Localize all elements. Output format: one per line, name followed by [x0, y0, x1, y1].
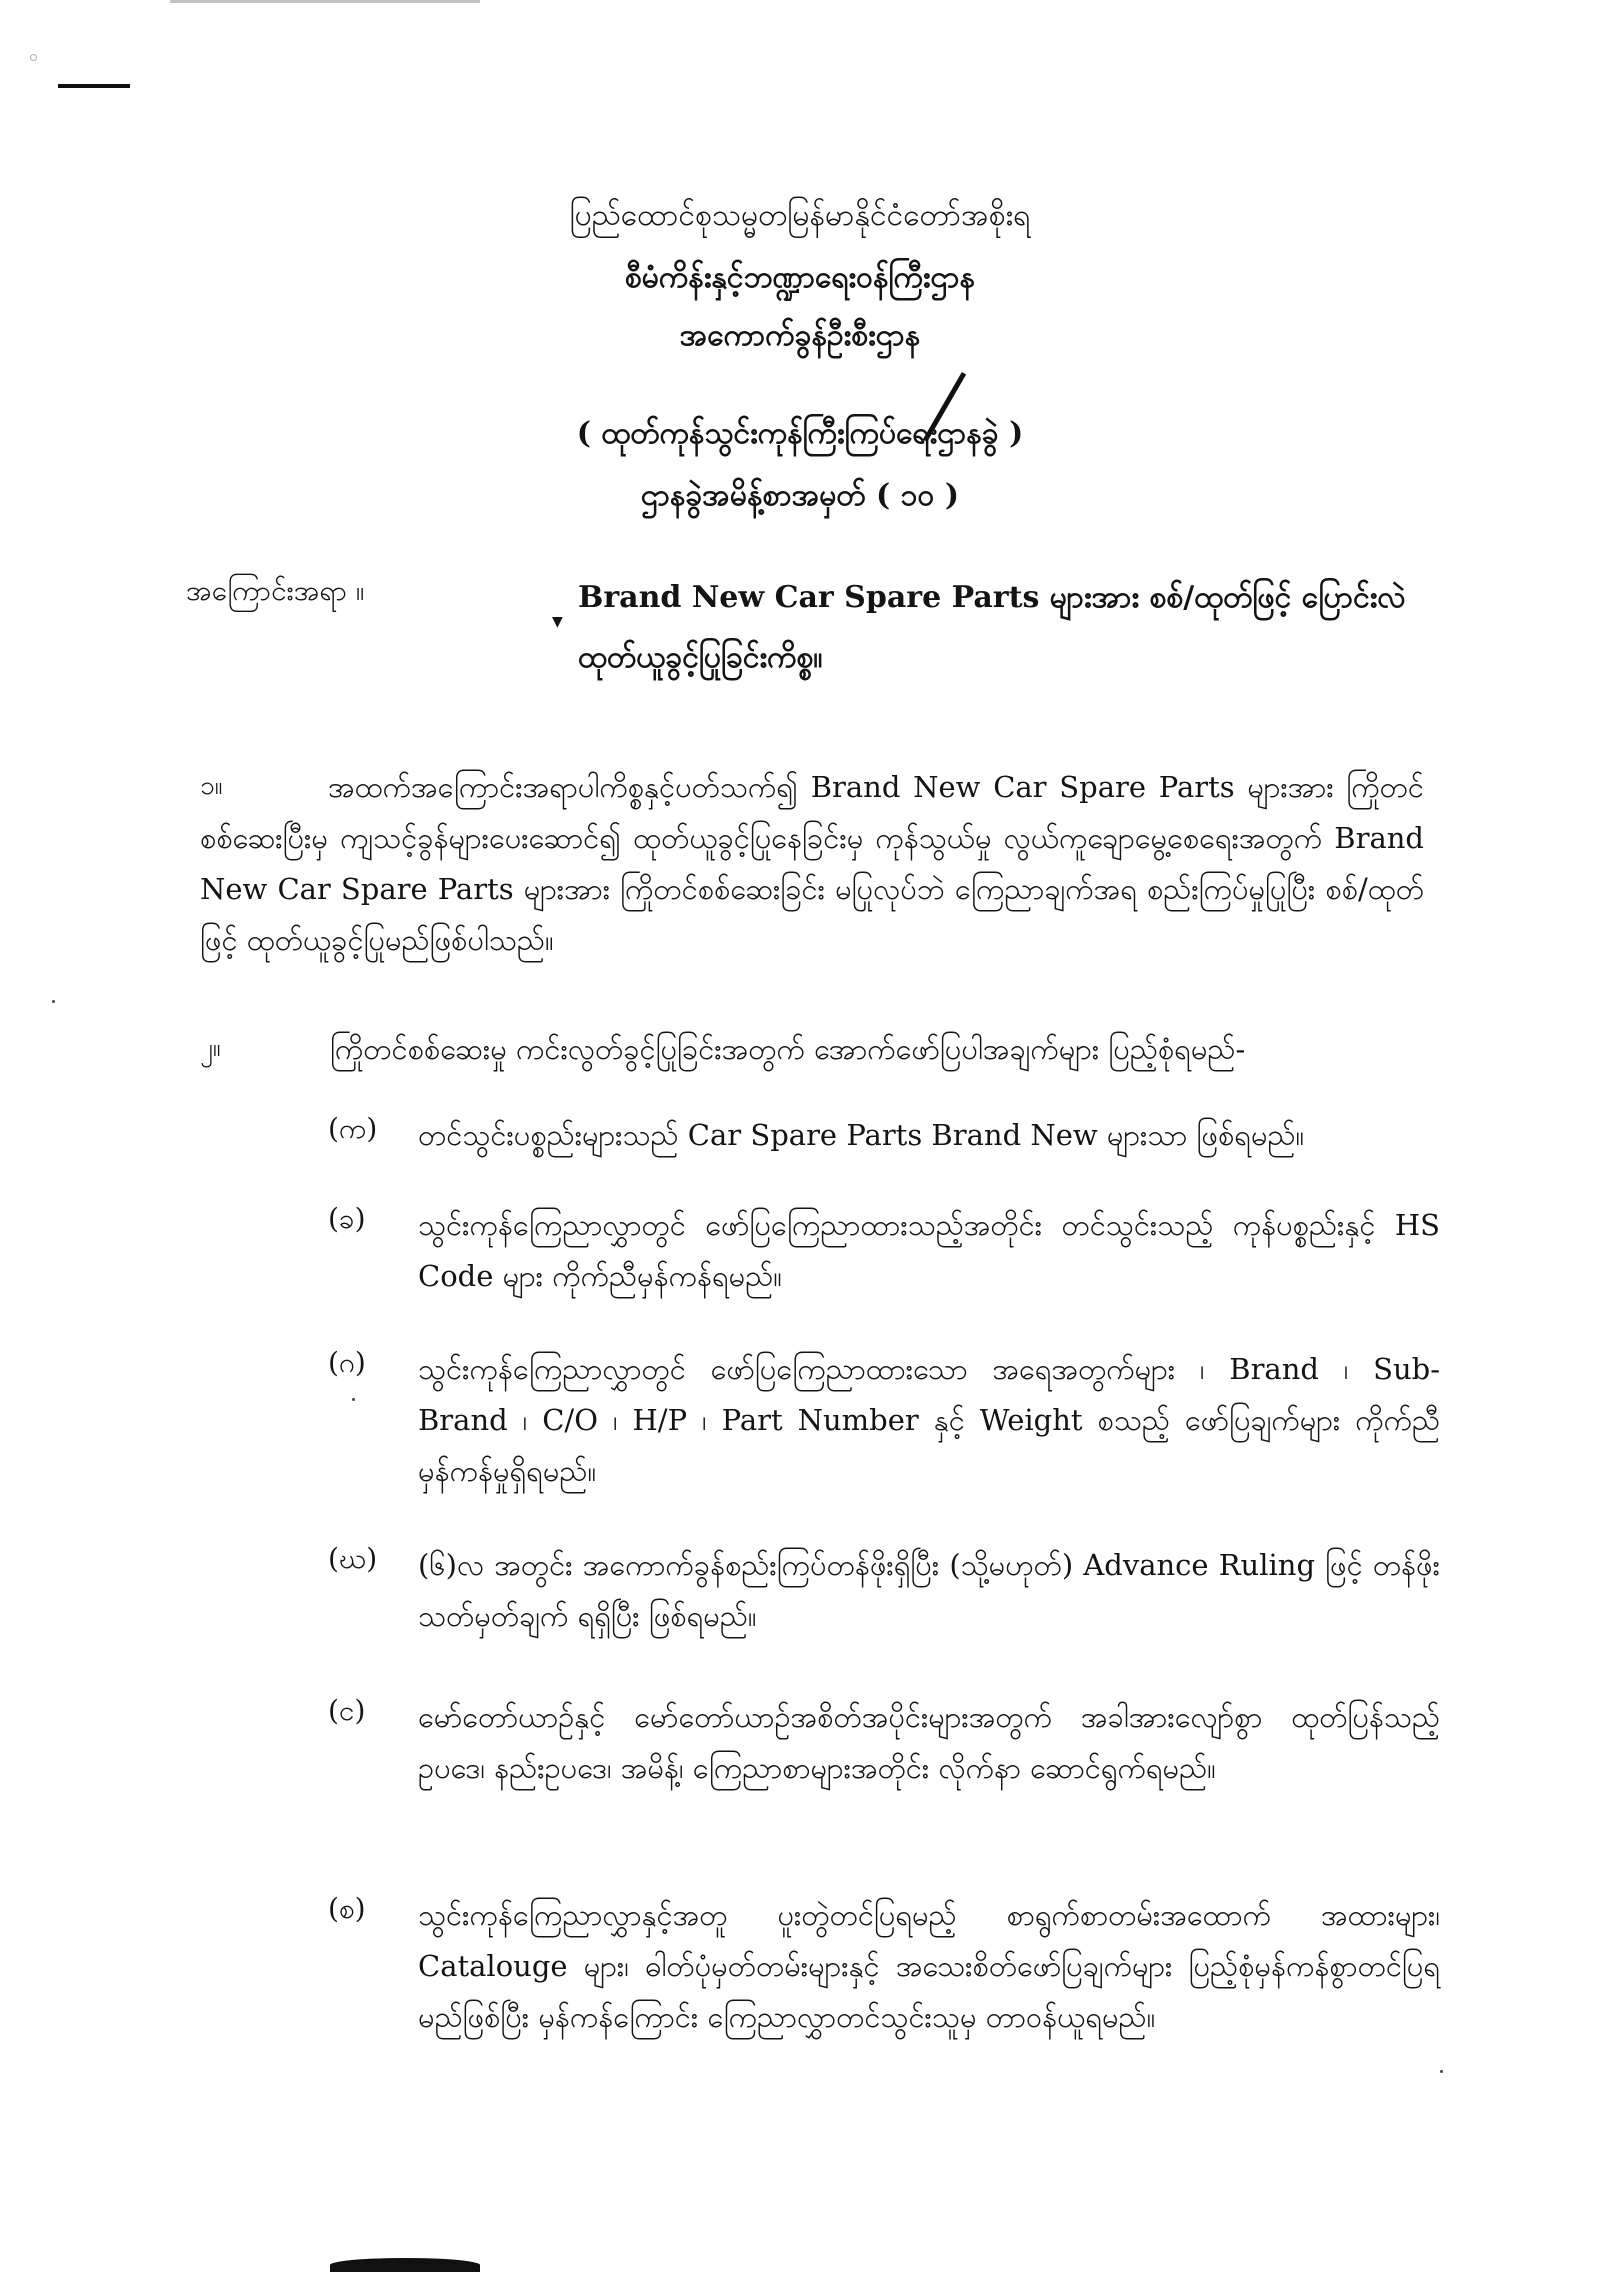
header-government: ပြည်ထောင်စုသမ္မတမြန်မာနိုင်ငံတော်အစိုးရ [569, 198, 1031, 233]
subject-label: အကြောင်းအရာ ။ [186, 574, 365, 607]
list-item-text: (၆)လ အတွင်း အကောက်ခွန်စည်းကြပ်တန်ဖိုးရှိပြီး (သို့မဟုတ်) Advance Ruling ဖြင့် တန်ဖိုးသတ်မှတ်ချက် ရရှိပြီး ဖြစ်ရမည်။ [418, 1548, 1440, 1633]
list-item-marker: (စ) [328, 1892, 366, 1925]
list-item-text: သွင်းကုန်ကြေညာလွှာတွင် ဖော်ပြကြေညာထားသည့်အတိုင်း တင်သွင်းသည့် ကုန်ပစ္စည်းနှင့် HS Code များ ကိုက်ညီမှန်ကန်ရမည်။ [418, 1208, 1440, 1293]
paragraph-1: အထက်အကြောင်းအရာပါကိစ္စနှင့်ပတ်သက်၍ Brand New Car Spare Parts များအား ကြိုတင်စစ်ဆေးပြီးမှ ကျသင့်ခွန်များပေးဆောင်၍ ထုတ်ယူခွင့်ပြုနေခြင်းမှ ကုန်သွယ်မှု လွယ်ကူချောမွေ့စေရေးအတွက် Brand New Car Spare Parts များအား ကြိုတင်စစ်ဆေးခြင်း မပြုလုပ်ဘဲ ကြေညာချက်အရ စည်းကြပ်မှုပြုပြီး စစ်/ထုတ်ဖြင့် ထုတ်ယူခွင့်ပြုမည်ဖြစ်ပါသည်။ [200, 770, 1424, 957]
order-number: ဌာနခွဲအမိန့်စာအမှတ် ( ၁၀ ) [640, 478, 960, 513]
scan-edge-shadow [330, 2258, 480, 2272]
corner-dash-mark [58, 84, 130, 88]
scan-speck [52, 1000, 55, 1003]
list-item [328, 1540, 1440, 1642]
list-item-text: သွင်းကုန်ကြေညာလွှာတွင် ဖော်ပြကြေညာထားသော အရေအတွက်များ ၊ Brand ၊ Sub- Brand ၊ C/O ၊ H/P ၊ Part Number နှင့် Weight စသည့် ဖော်ပြချက်များ ကိုက်ညီမှန်ကန်မှုရှိရမည်။ [418, 1352, 1440, 1488]
paragraph-number: ၂။ [200, 1033, 221, 1063]
paragraph-number: ၁။ [200, 771, 223, 801]
list-item [328, 1200, 1440, 1302]
header-ministry: စီမံကိန်းနှင့်ဘဏ္ဍာရေးဝန်ကြီးဌာန [624, 260, 976, 295]
list-item-marker: (ဂ) [328, 1346, 366, 1379]
subject-bullet: ▼ [552, 614, 563, 630]
list-item-marker: (ဃ) [328, 1542, 378, 1575]
scan-speck [30, 54, 37, 61]
list-item-text: သွင်းကုန်ကြေညာလွှာနှင့်အတူ ပူးတွဲတင်ပြရမည့် စာရွက်စာတမ်းအထောက် အထားများ၊ Catalouge များ၊ ဓါတ်ပုံမှတ်တမ်းများနှင့် အသေးစိတ်ဖော်ပြချက်များ ပြည့်စုံမှန်ကန်စွာတင်ပြရမည်ဖြစ်ပြီး မှန်ကန်ကြောင်း ကြေညာလွှာတင်သွင်းသူမှ တာဝန်ယူရမည်။ [418, 1898, 1440, 2034]
header-department: အကောက်ခွန်ဦးစီးဌာန [679, 318, 921, 353]
list-item-text: တင်သွင်းပစ္စည်းများသည် Car Spare Parts Brand New များသာ ဖြစ်ရမည်။ [418, 1118, 1305, 1152]
list-item-marker: (ခ) [328, 1202, 366, 1235]
header-division: ( ထုတ်ကုန်သွင်းကုန်ကြီးကြပ်ရေးဌာနခွဲ ) [576, 416, 1024, 451]
paragraph-2: ကြိုတင်စစ်ဆေးမှု ကင်းလွတ်ခွင့်ပြုခြင်းအတွက် အောက်ဖော်ပြပါအချက်များ ပြည့်စုံရမည်- [330, 1032, 1246, 1066]
list-item [328, 1110, 1440, 1161]
list-item [328, 1890, 1440, 2043]
list-item [328, 1344, 1440, 1497]
subject-text: Brand New Car Spare Parts များအား စစ်/ထုတ်ဖြင့် ပြောင်းလဲ ထုတ်ယူခွင့်ပြုခြင်းကိစ္စ။ [578, 580, 1406, 675]
list-item [328, 1692, 1440, 1794]
list-item-text: မော်တော်ယာဉ်နှင့် မော်တော်ယာဉ်အစိတ်အပိုင်းများအတွက် အခါအားလျော်စွာ ထုတ်ပြန်သည့် ဥပဒေ၊ နည်းဥပဒေ၊ အမိန့်၊ ကြေညာစာများအတိုင်း လိုက်နာ ဆောင်ရွက်ရမည်။ [418, 1700, 1440, 1785]
list-item-marker: (င) [328, 1694, 366, 1727]
scan-speck [1440, 2070, 1443, 2073]
list-item-marker: (က) [328, 1112, 378, 1145]
scan-edge-shadow [170, 0, 480, 15]
